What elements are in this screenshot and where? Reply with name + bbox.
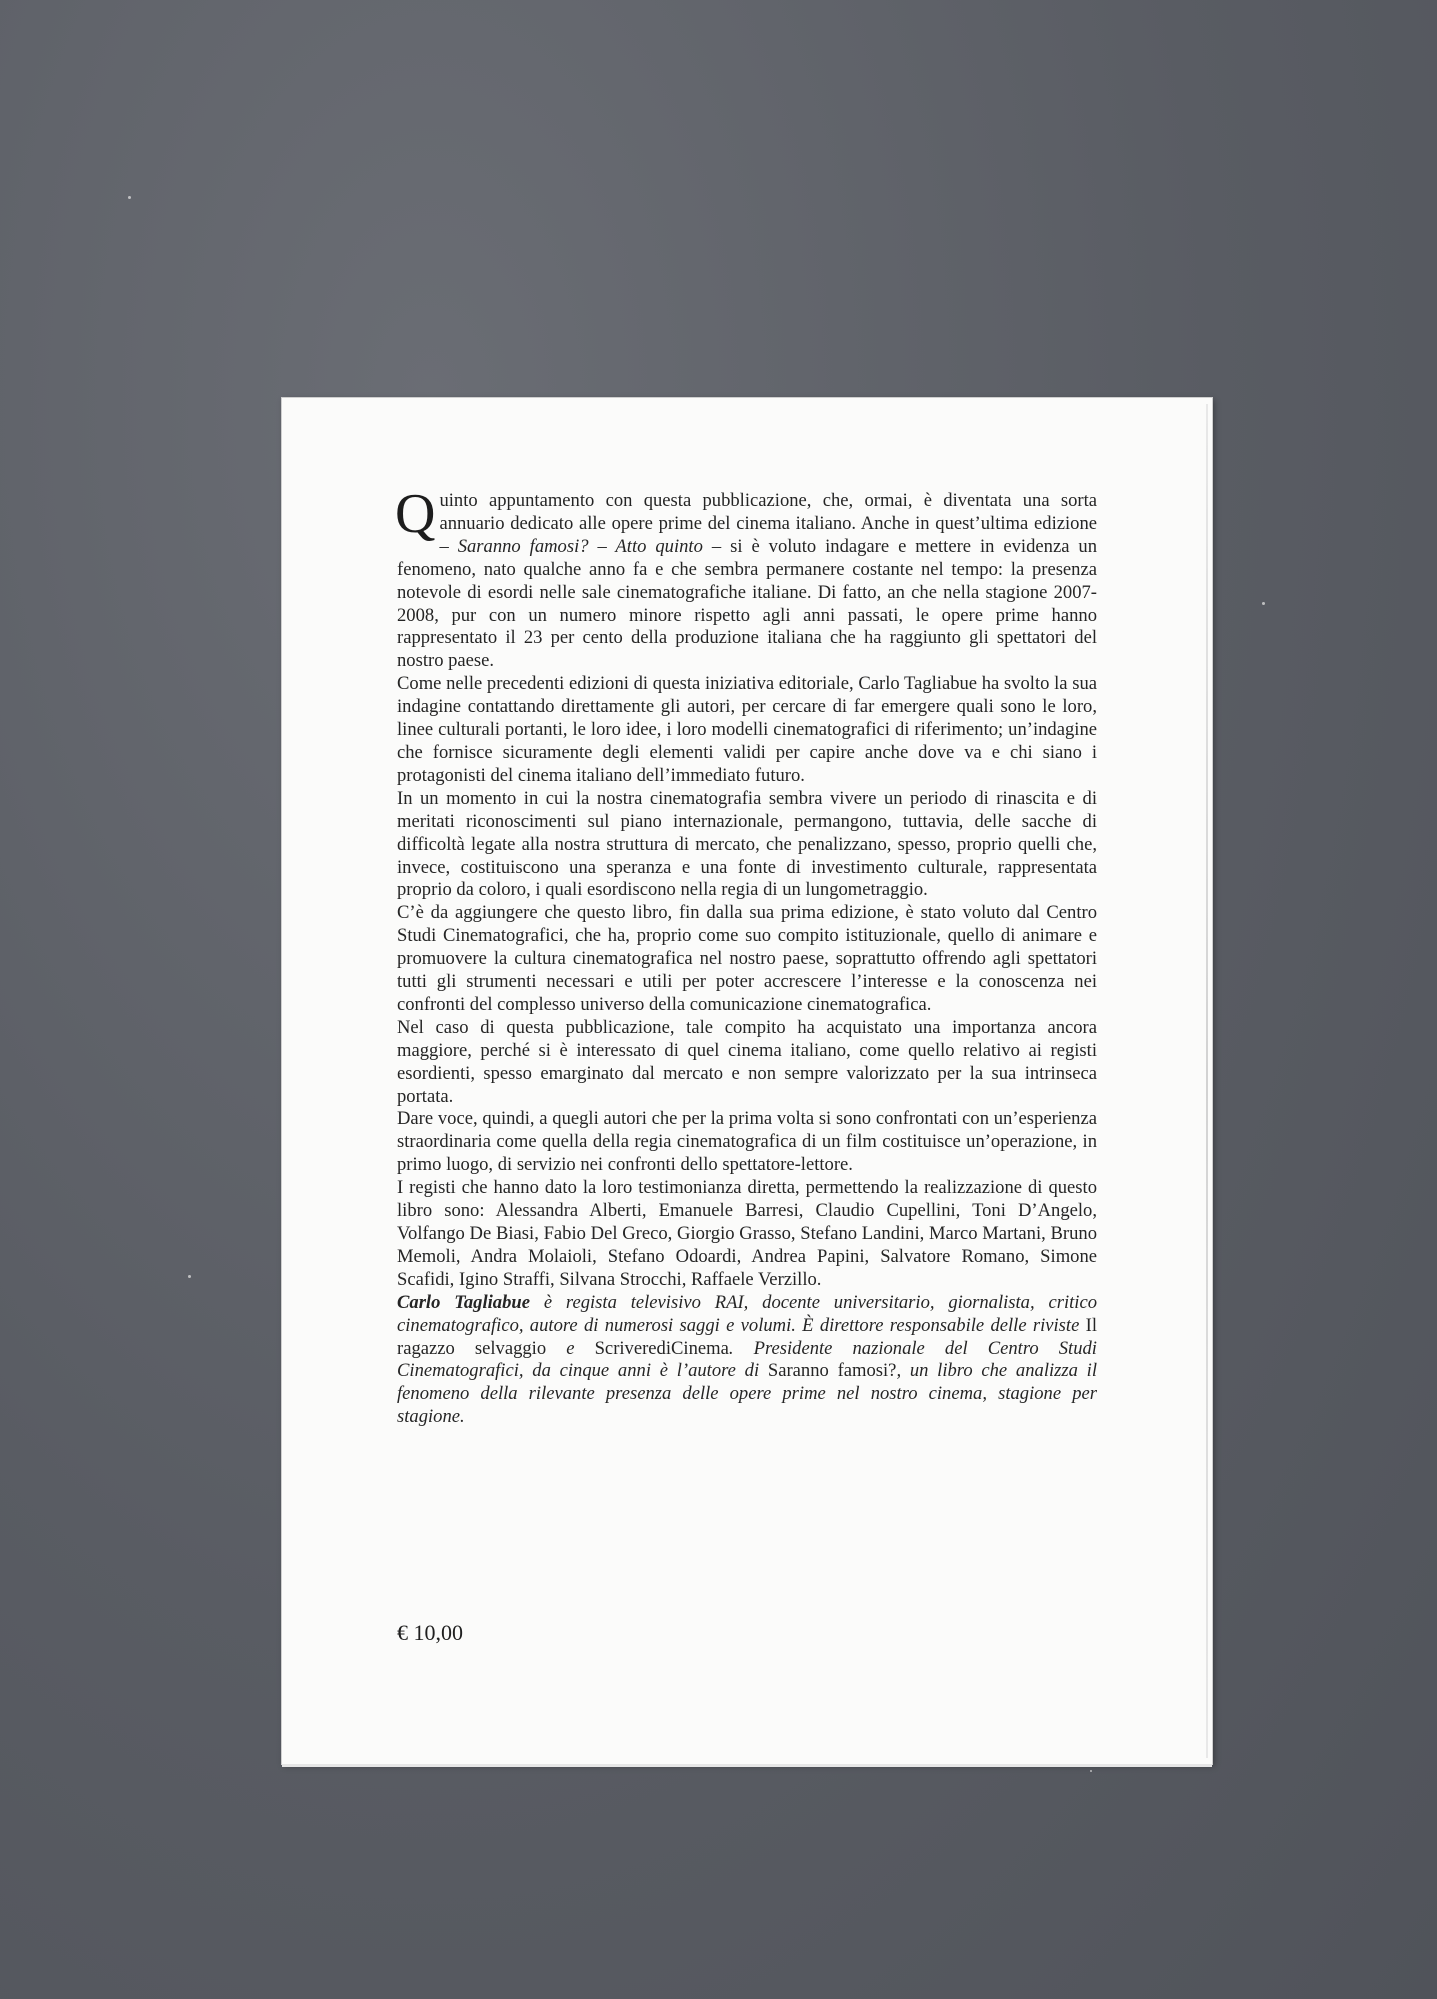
price-label: € 10,00: [397, 1620, 463, 1645]
paragraph-directors: I registi che hanno dato la loro testimonianza diretta, permettendo la realizzazione di questo libro sono: Alessandra Alberti, Emanuele Barresi, Claudio Cupellini, Toni D’Angelo, Volfango De Biasi, Fabio Del Greco, Giorgio Grasso, Stefano Landini, Marco Martani, Bruno Memoli, Andra Molaioli, Stefano Odoardi, Andrea Papini, Salvatore Romano, Simone Scafidi, Igino Straffi, Silvana Strocchi, Raffaele Verzillo.: [397, 1177, 1097, 1290]
paragraph-5: Nel caso di questa pubblicazione, tale compito ha acquistato una importanza ancora maggiore, perché si è interessato di quel cinema italiano, come quello relativo ai registi esordienti, spesso emarginato dal mercato e non sempre valorizzato per la sua intrinseca portata.: [397, 1016, 1097, 1107]
dust-speck: [1090, 1770, 1092, 1772]
page-edge: [282, 1764, 1212, 1767]
paragraph-6: Dare voce, quindi, a quegli autori che per la prima volta si sono confrontati con un’esperienza straordinaria come quella della regia cinematografica di un film costituisce un’operazione, in primo luogo, di servizio nei confronti dello spettatore-lettore.: [397, 1108, 1097, 1176]
dust-speck: [1262, 602, 1265, 605]
magazine-title: ScriverediCinema: [594, 1337, 729, 1359]
cover-text: [395, 483, 1097, 1429]
dust-speck: [188, 1275, 191, 1278]
magazine-title: Il ragazzo selvaggio: [397, 1314, 1097, 1359]
author-bio: Carlo Tagliabue è regista televisivo RAI, docente universitario, giornalista, critico cinematografico, autore di numerosi saggi e volumi. È direttore responsabile delle riviste Il ragazzo selvaggio e ScriverediCinema. Presidente nazionale del Centro Studi Cinematografici, da cinque anni è l’autore di Saranno famosi?, un libro che analizza il fenomeno della rilevante presenza delle opere prime nel nostro cinema, stagione per stagione.: [397, 1291, 1097, 1428]
book-title: Saranno famosi?: [767, 1360, 897, 1382]
book-title-inline: Saranno famosi? – Atto quinto: [457, 535, 703, 557]
dust-speck: [128, 196, 131, 199]
paragraph-2: Come nelle precedenti edizioni di questa iniziativa editoriale, Carlo Tagliabue ha svolto la sua indagine contattando direttamente gli autori, per cercare di far emergere quali sono le loro, linee culturali portanti, le loro idee, i loro modelli cinematografici di riferimento; un’indagine che fornisce sicuramente degli elementi validi per capire anche dove va e chi siano i protagonisti del cinema italiano dell’immediato futuro.: [397, 673, 1097, 786]
author-name: Carlo Tagliabue: [397, 1291, 530, 1313]
paragraph-4: C’è da aggiungere che questo libro, fin dalla sua prima edizione, è stato voluto dal Centro Studi Cinematografici, che ha, proprio come suo compito istituzionale, quello di animare e promuovere la cultura cinematografica nel nostro paese, soprattutto offrendo agli spettatori tutti gli strumenti necessari e utili per poter accrescere l’interesse e la conoscenza nei confronti del complesso universo della comunicazione cinematografica.: [397, 902, 1097, 1015]
book-back-cover: [282, 398, 1212, 1764]
drop-cap: Q: [395, 483, 436, 545]
paragraph-3: In un momento in cui la nostra cinematografia sembra vivere un periodo di rinascita e di meritati riconoscimenti sul piano internazionale, permangono, tuttavia, delle sacche di difficoltà legate alla nostra struttura di mercato, che penalizzano, spesso, proprio quelli che, invece, costituiscono una speranza e una fonte di investimento culturale, rappresentata proprio da coloro, i quali esordiscono nella regia di un lungometraggio.: [397, 787, 1097, 901]
paragraph-intro: Quinto appuntamento con questa pubblicazione, che, ormai, è diventata una sorta annuario dedicato alle opere prime del cinema italiano. Anche in quest’ultima edizione – Saranno famosi? – Atto quinto – si è voluto indagare e mettere in evidenza un fenomeno, nato qualche anno fa e che sembra permanere costante nel tempo: la presenza notevole di esordi nelle sale cinematografiche italiane. Di fatto, an che nella stagione 2007-2008, pur con un numero minore rispetto agli anni passati, le opere prime hanno rappresentato il 23 per cento della produzione italiana che ha raggiunto gli spettatori del nostro paese.: [395, 483, 1097, 672]
